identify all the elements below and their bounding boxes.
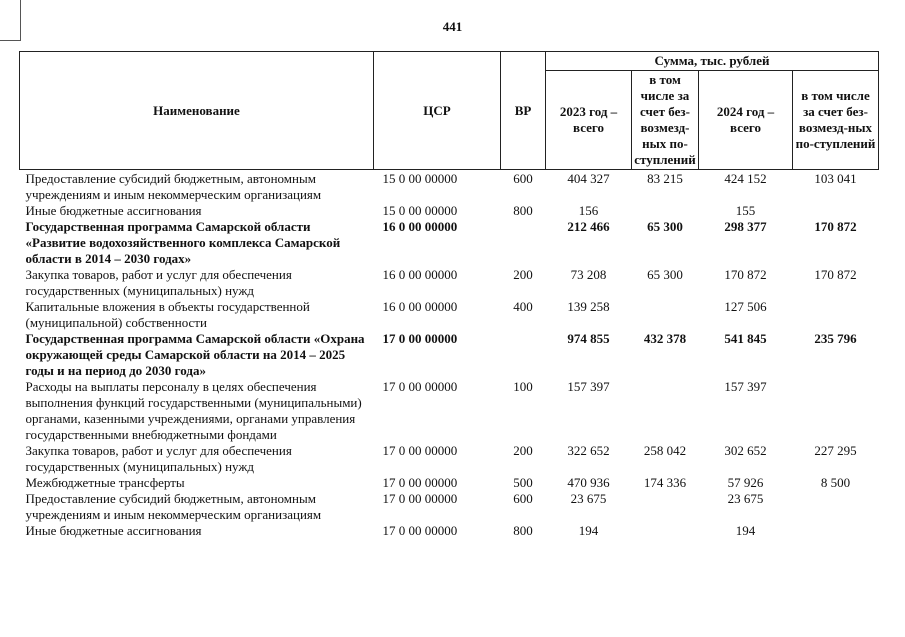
row-2024-grants xyxy=(793,523,879,539)
budget-table xyxy=(19,51,879,539)
row-csr: 15 0 00 00000 xyxy=(382,203,458,218)
table-row xyxy=(20,379,879,443)
row-vr: 200 xyxy=(513,443,533,458)
row-2023-total: 23 675 xyxy=(570,491,607,506)
row-2023-grants xyxy=(632,379,699,443)
table-body xyxy=(20,170,879,540)
table-row xyxy=(20,299,879,331)
row-2024-total: 302 652 xyxy=(724,443,767,458)
row-csr: 15 0 00 00000 xyxy=(382,171,458,186)
row-2024-grants: 8 500 xyxy=(820,475,851,490)
row-2023-grants: 65 300 xyxy=(647,267,683,282)
row-2024-grants: 227 295 xyxy=(814,443,857,458)
row-vr: 600 xyxy=(513,491,533,506)
row-name: Расходы на выплаты персоналу в целях обеспечения выполнения функций государственными (муниципальными) органами, казенными учреждениями, органами управления государственными внебюджетными фондами xyxy=(25,379,362,442)
row-2024-total: 155 xyxy=(735,203,756,218)
row-name: Государственная программа Самарской области «Охрана окружающей среды Самарской области на 2014 – 2025 годы и на период до 2030 года» xyxy=(25,331,365,378)
row-2024-total: 424 152 xyxy=(724,171,767,186)
row-2023-total: 194 xyxy=(578,523,599,538)
row-name: Предоставление субсидий бюджетным, автономным учреждениям и иным некоммерческим организациям xyxy=(25,171,322,202)
table-row xyxy=(20,491,879,523)
row-2023-grants: 65 300 xyxy=(647,219,683,234)
row-vr: 500 xyxy=(513,475,533,490)
table-row xyxy=(20,443,879,475)
row-2024-grants: 170 872 xyxy=(814,219,857,234)
row-2024-grants: 235 796 xyxy=(814,331,857,346)
row-2023-total: 157 397 xyxy=(567,379,610,394)
row-2023-grants xyxy=(632,523,699,539)
page-number: 441 xyxy=(442,19,463,34)
row-csr: 16 0 00 00000 xyxy=(382,299,458,314)
row-csr: 17 0 00 00000 xyxy=(382,379,458,394)
row-2024-total: 157 397 xyxy=(724,379,767,394)
row-2023-grants xyxy=(632,203,699,219)
row-2024-total: 57 926 xyxy=(727,475,764,490)
row-2024-grants xyxy=(793,491,879,523)
header-2023-total: 2023 год – всего xyxy=(546,71,632,170)
row-csr: 16 0 00 00000 xyxy=(382,267,458,282)
table-row xyxy=(20,331,879,379)
table-row xyxy=(20,267,879,299)
header-2024-total: 2024 год – всего xyxy=(699,71,793,170)
row-2024-grants: 103 041 xyxy=(814,171,857,186)
row-name: Государственная программа Самарской области «Развитие водохозяйственного комплекса Самарской области в 2014 – 2030 годах» xyxy=(25,219,341,266)
row-2023-grants xyxy=(632,491,699,523)
row-name: Межбюджетные трансферты xyxy=(25,475,185,490)
header-vr: ВР xyxy=(501,52,546,170)
header-sum: Сумма, тыс. рублей xyxy=(546,52,879,71)
row-2024-total: 23 675 xyxy=(727,491,764,506)
row-vr: 400 xyxy=(513,299,533,314)
row-2023-total: 322 652 xyxy=(567,443,610,458)
row-2023-grants: 174 336 xyxy=(643,475,687,490)
table-row xyxy=(20,523,879,539)
row-2023-total: 73 208 xyxy=(570,267,607,282)
row-2024-grants: 170 872 xyxy=(814,267,857,282)
row-csr: 17 0 00 00000 xyxy=(382,475,458,490)
row-2024-total: 127 506 xyxy=(724,299,767,314)
row-vr: 800 xyxy=(513,203,533,218)
row-2023-total: 139 258 xyxy=(567,299,610,314)
table-row xyxy=(20,203,879,219)
header-2024-grants: в том числе за счет без-возмезд-ных по-ступлений xyxy=(793,71,879,170)
row-2023-grants: 258 042 xyxy=(643,443,687,458)
row-2023-grants: 432 378 xyxy=(643,331,687,346)
row-2024-total: 298 377 xyxy=(724,219,767,234)
row-name: Закупка товаров, работ и услуг для обеспечения государственных (муниципальных) нужд xyxy=(25,267,292,298)
table-row xyxy=(20,219,879,267)
row-vr: 100 xyxy=(513,379,533,394)
row-name: Капитальные вложения в объекты государственной (муниципальной) собственности xyxy=(25,299,310,330)
row-2024-total: 541 845 xyxy=(724,331,767,346)
table-row xyxy=(20,475,879,491)
row-name: Иные бюджетные ассигнования xyxy=(25,203,202,218)
table-row xyxy=(20,170,879,204)
row-2024-total: 194 xyxy=(735,523,756,538)
row-name: Иные бюджетные ассигнования xyxy=(25,523,202,538)
row-name: Закупка товаров, работ и услуг для обеспечения государственных (муниципальных) нужд xyxy=(25,443,292,474)
row-vr: 200 xyxy=(513,267,533,282)
row-vr: 600 xyxy=(513,171,533,186)
row-2023-grants xyxy=(632,299,699,331)
row-2023-grants: 83 215 xyxy=(647,171,683,186)
row-2024-total: 170 872 xyxy=(724,267,767,282)
row-vr xyxy=(501,219,546,267)
row-2023-total: 470 936 xyxy=(567,475,610,490)
row-csr: 17 0 00 00000 xyxy=(382,491,458,506)
row-vr xyxy=(501,331,546,379)
header-2023-grants: в том числе за счет без-возмезд-ных по-ступлений xyxy=(632,71,699,170)
table-header xyxy=(20,52,879,170)
row-2024-grants xyxy=(793,203,879,219)
header-name: Наименование xyxy=(20,52,374,170)
row-2023-total: 212 466 xyxy=(567,219,610,234)
row-csr: 17 0 00 00000 xyxy=(382,331,458,346)
row-name: Предоставление субсидий бюджетным, автономным учреждениям и иным некоммерческим организациям xyxy=(25,491,322,522)
row-2024-grants xyxy=(793,299,879,331)
header-csr: ЦСР xyxy=(374,52,501,170)
row-csr: 17 0 00 00000 xyxy=(382,443,458,458)
row-2023-total: 156 xyxy=(578,203,599,218)
row-csr: 17 0 00 00000 xyxy=(382,523,458,538)
row-2023-total: 974 855 xyxy=(567,331,610,346)
row-vr: 800 xyxy=(513,523,533,538)
row-csr: 16 0 00 00000 xyxy=(382,219,458,234)
row-2023-total: 404 327 xyxy=(567,171,610,186)
row-2024-grants xyxy=(793,379,879,443)
